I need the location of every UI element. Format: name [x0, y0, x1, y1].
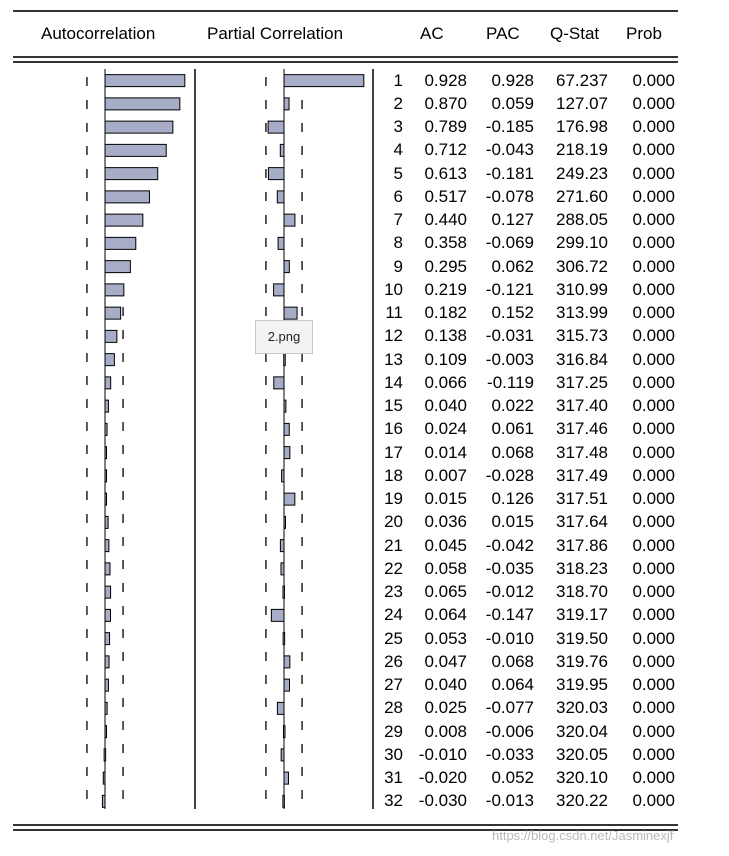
ac-cell: 0.025: [424, 698, 467, 718]
qstat-cell: 317.25: [556, 372, 608, 392]
pac-cell: -0.003: [485, 349, 534, 369]
qstat-cell: 299.10: [556, 233, 608, 253]
prob-cell: 0.000: [632, 303, 675, 323]
prob-cell: 0.000: [632, 326, 675, 346]
lag-cell: 2: [393, 93, 403, 113]
qstat-cell: 319.76: [556, 651, 608, 671]
ac-bar: [105, 284, 124, 296]
pac-bar: [283, 795, 285, 807]
ac-cell: 0.789: [424, 117, 467, 137]
pac-cell: -0.010: [485, 628, 534, 648]
ac-bar: [105, 423, 107, 435]
lag-cell: 30: [384, 744, 403, 764]
lag-cell: 11: [385, 303, 403, 323]
ac-cell: 0.295: [424, 256, 467, 276]
ac-cell: 0.047: [424, 651, 467, 671]
ac-cell: 0.440: [424, 210, 467, 230]
ac-bar: [105, 540, 109, 552]
pac-bar: [282, 470, 284, 482]
pac-bar: [284, 354, 286, 366]
pac-bar: [278, 237, 284, 249]
ac-bar: [105, 563, 110, 575]
pac-cell: 0.126: [491, 489, 534, 509]
ac-cell: 0.058: [424, 558, 467, 578]
lag-cell: 1: [393, 70, 403, 90]
pac-bar: [284, 214, 295, 226]
qstat-cell: 271.60: [556, 186, 608, 206]
ac-bar: [105, 237, 136, 249]
pac-cell: -0.043: [485, 140, 534, 160]
prob-cell: 0.000: [632, 628, 675, 648]
pac-bar: [284, 75, 364, 87]
pac-bar: [284, 656, 290, 668]
ac-bar: [105, 377, 111, 389]
pac-bar: [284, 772, 288, 784]
ac-bar: [105, 516, 108, 528]
pac-cell: 0.059: [491, 93, 534, 113]
pac-cell: 0.928: [491, 70, 534, 90]
ac-bar: [105, 98, 180, 110]
prob-cell: 0.000: [632, 442, 675, 462]
ac-bar: [105, 144, 166, 156]
ac-bar: [105, 586, 111, 598]
ac-bar: [105, 214, 143, 226]
qstat-cell: 176.98: [556, 117, 608, 137]
lag-cell: 28: [384, 698, 403, 718]
pac-cell: 0.068: [491, 442, 534, 462]
ac-bar: [103, 772, 105, 784]
pac-cell: -0.181: [485, 163, 534, 183]
ac-bar: [105, 679, 108, 691]
ac-bar: [105, 330, 117, 342]
prob-cell: 0.000: [632, 698, 675, 718]
lag-cell: 9: [393, 256, 403, 276]
ac-bar: [105, 307, 121, 319]
prob-cell: 0.000: [632, 721, 675, 741]
prob-cell: 0.000: [632, 582, 675, 602]
ac-cell: 0.007: [424, 465, 467, 485]
ac-bar: [105, 633, 110, 645]
pac-cell: 0.052: [491, 768, 534, 788]
qstat-cell: 310.99: [556, 279, 608, 299]
pac-bar: [281, 563, 284, 575]
lag-cell: 4: [393, 140, 403, 160]
ac-cell: 0.040: [424, 675, 467, 695]
qstat-cell: 317.40: [556, 396, 608, 416]
pac-bar: [268, 168, 284, 180]
ac-bar: [105, 656, 109, 668]
qstat-cell: 218.19: [556, 140, 608, 160]
watermark: https://blog.csdn.net/Jasminexjf: [492, 828, 674, 843]
header-qstat: Q-Stat: [550, 24, 600, 43]
lag-cell: 19: [384, 489, 403, 509]
pac-bar: [284, 493, 295, 505]
ac-bar: [105, 447, 107, 459]
ac-cell: 0.053: [424, 628, 467, 648]
header-pac: PAC: [486, 24, 520, 43]
pac-cell: -0.077: [485, 698, 534, 718]
pac-cell: -0.119: [487, 372, 534, 392]
lag-cell: 32: [384, 791, 403, 811]
ac-cell: -0.020: [418, 768, 467, 788]
header-prob: Prob: [626, 24, 662, 43]
ac-bar: [105, 191, 149, 203]
ac-bar: [105, 121, 173, 133]
ac-cell: 0.065: [424, 582, 467, 602]
qstat-cell: 67.237: [556, 70, 608, 90]
pac-cell: -0.033: [485, 744, 534, 764]
pac-bar: [283, 633, 285, 645]
qstat-cell: 249.23: [556, 163, 608, 183]
pac-cell: -0.078: [485, 186, 534, 206]
prob-cell: 0.000: [632, 605, 675, 625]
pac-cell: 0.064: [491, 675, 534, 695]
qstat-cell: 315.73: [556, 326, 608, 346]
ac-bar: [105, 168, 158, 180]
pac-bar: [277, 702, 284, 714]
lag-cell: 31: [384, 768, 403, 788]
qstat-cell: 317.86: [556, 535, 608, 555]
ac-cell: 0.928: [424, 70, 467, 90]
qstat-cell: 320.03: [556, 698, 608, 718]
prob-cell: 0.000: [632, 535, 675, 555]
pac-cell: 0.152: [491, 303, 534, 323]
lag-cell: 8: [393, 233, 403, 253]
ac-bar: [105, 400, 108, 412]
ac-cell: -0.010: [418, 744, 467, 764]
qstat-cell: 306.72: [556, 256, 608, 276]
prob-cell: 0.000: [632, 117, 675, 137]
prob-cell: 0.000: [632, 512, 675, 532]
pac-cell: -0.147: [485, 605, 534, 625]
ac-bar: [105, 493, 107, 505]
lag-cell: 14: [384, 372, 403, 392]
pac-cell: -0.028: [485, 465, 534, 485]
ac-cell: 0.040: [424, 396, 467, 416]
ac-bar: [105, 470, 107, 482]
ac-bar: [105, 609, 111, 621]
lag-cell: 23: [384, 582, 403, 602]
ac-cell: 0.109: [424, 349, 467, 369]
lag-cell: 21: [384, 535, 403, 555]
lag-cell: 26: [384, 651, 403, 671]
ac-cell: 0.024: [424, 419, 467, 439]
qstat-cell: 318.70: [556, 582, 608, 602]
pac-cell: -0.031: [485, 326, 534, 346]
pac-bar: [284, 400, 286, 412]
ac-bar: [105, 726, 107, 738]
pac-bar: [280, 144, 284, 156]
pac-bar: [284, 423, 289, 435]
pac-cell: -0.006: [485, 721, 534, 741]
lag-cell: 15: [384, 396, 403, 416]
prob-cell: 0.000: [632, 349, 675, 369]
prob-cell: 0.000: [632, 186, 675, 206]
ac-bar: [105, 261, 130, 273]
pac-cell: 0.061: [491, 419, 534, 439]
pac-bar: [280, 540, 284, 552]
bottom-rule-upper: [13, 824, 678, 826]
prob-cell: 0.000: [632, 768, 675, 788]
prob-cell: 0.000: [632, 279, 675, 299]
pac-bar: [284, 307, 297, 319]
qstat-cell: 320.05: [556, 744, 608, 764]
pac-cell: 0.068: [491, 651, 534, 671]
ac-cell: 0.870: [424, 93, 467, 113]
lag-cell: 29: [384, 721, 403, 741]
pac-bar: [284, 98, 289, 110]
ac-cell: 0.613: [424, 163, 467, 183]
ac-bar: [105, 702, 107, 714]
qstat-cell: 317.46: [556, 419, 608, 439]
ac-cell: 0.045: [424, 535, 467, 555]
lag-cell: 10: [384, 279, 403, 299]
qstat-cell: 127.07: [556, 93, 608, 113]
pac-bar: [281, 749, 284, 761]
qstat-cell: 319.50: [556, 628, 608, 648]
pac-cell: -0.013: [485, 791, 534, 811]
header-autocorrelation: Autocorrelation: [41, 24, 156, 43]
prob-cell: 0.000: [632, 210, 675, 230]
prob-cell: 0.000: [632, 93, 675, 113]
ac-bar: [105, 75, 185, 87]
lag-cell: 12: [384, 326, 403, 346]
pac-bar: [284, 261, 289, 273]
prob-cell: 0.000: [632, 465, 675, 485]
prob-cell: 0.000: [632, 791, 675, 811]
ac-cell: 0.358: [424, 233, 467, 253]
prob-cell: 0.000: [632, 489, 675, 509]
prob-cell: 0.000: [632, 396, 675, 416]
qstat-cell: 317.51: [556, 489, 608, 509]
qstat-cell: 317.49: [556, 465, 608, 485]
prob-cell: 0.000: [632, 558, 675, 578]
lag-cell: 3: [393, 117, 403, 137]
pac-bar: [283, 586, 285, 598]
pac-cell: 0.062: [491, 256, 534, 276]
prob-cell: 0.000: [632, 233, 675, 253]
qstat-cell: 320.04: [556, 721, 608, 741]
qstat-cell: 318.23: [556, 558, 608, 578]
pac-bar: [284, 679, 290, 691]
pac-bar: [271, 609, 284, 621]
prob-cell: 0.000: [632, 70, 675, 90]
lag-cell: 5: [393, 163, 403, 183]
ac-cell: 0.182: [424, 303, 467, 323]
ac-cell: 0.138: [424, 326, 467, 346]
header-ac: AC: [420, 24, 444, 43]
lag-cell: 24: [384, 605, 403, 625]
ac-cell: 0.014: [424, 442, 467, 462]
lag-cell: 17: [384, 442, 403, 462]
prob-cell: 0.000: [632, 419, 675, 439]
pac-bar: [277, 191, 284, 203]
prob-cell: 0.000: [632, 675, 675, 695]
lag-cell: 27: [384, 675, 403, 695]
ac-bar: [105, 354, 114, 366]
lag-cell: 22: [384, 558, 403, 578]
ac-cell: 0.064: [424, 605, 467, 625]
pac-cell: -0.121: [485, 279, 534, 299]
ac-cell: 0.219: [424, 279, 467, 299]
pac-cell: -0.185: [485, 117, 534, 137]
pac-bar: [274, 284, 284, 296]
header-partial-correlation: Partial Correlation: [207, 24, 344, 43]
pac-cell: 0.015: [491, 512, 534, 532]
lag-cell: 6: [393, 186, 403, 206]
prob-cell: 0.000: [632, 744, 675, 764]
prob-cell: 0.000: [632, 256, 675, 276]
lag-cell: 18: [384, 465, 403, 485]
lag-cell: 25: [384, 628, 403, 648]
ac-cell: 0.517: [424, 186, 467, 206]
pac-bar: [284, 516, 286, 528]
qstat-cell: 320.10: [556, 768, 608, 788]
qstat-cell: 319.17: [556, 605, 608, 625]
pac-bar: [268, 121, 284, 133]
ac-bar: [104, 749, 106, 761]
ac-cell: 0.036: [424, 512, 467, 532]
qstat-cell: 288.05: [556, 210, 608, 230]
pac-bar: [284, 447, 290, 459]
ac-cell: 0.015: [424, 489, 467, 509]
prob-cell: 0.000: [632, 651, 675, 671]
prob-cell: 0.000: [632, 163, 675, 183]
qstat-cell: 320.22: [556, 791, 608, 811]
pac-cell: -0.069: [485, 233, 534, 253]
ac-cell: -0.030: [418, 791, 467, 811]
pac-cell: -0.042: [485, 535, 534, 555]
ac-cell: 0.066: [424, 372, 467, 392]
pac-cell: -0.035: [485, 558, 534, 578]
pac-bar: [274, 377, 284, 389]
file-tooltip: 2.png: [255, 320, 313, 354]
ac-cell: 0.008: [424, 721, 467, 741]
pac-cell: 0.127: [491, 210, 534, 230]
lag-cell: 16: [384, 419, 403, 439]
ac-bar: [102, 795, 105, 807]
qstat-cell: 316.84: [556, 349, 608, 369]
prob-cell: 0.000: [632, 372, 675, 392]
qstat-cell: 313.99: [556, 303, 608, 323]
qstat-cell: 317.48: [556, 442, 608, 462]
prob-cell: 0.000: [632, 140, 675, 160]
qstat-cell: 317.64: [556, 512, 608, 532]
ac-cell: 0.712: [424, 140, 467, 160]
lag-cell: 13: [384, 349, 403, 369]
pac-cell: -0.012: [485, 582, 534, 602]
lag-cell: 20: [384, 512, 403, 532]
lag-cell: 7: [393, 210, 403, 230]
pac-bar: [283, 726, 285, 738]
pac-cell: 0.022: [491, 396, 534, 416]
qstat-cell: 319.95: [556, 675, 608, 695]
